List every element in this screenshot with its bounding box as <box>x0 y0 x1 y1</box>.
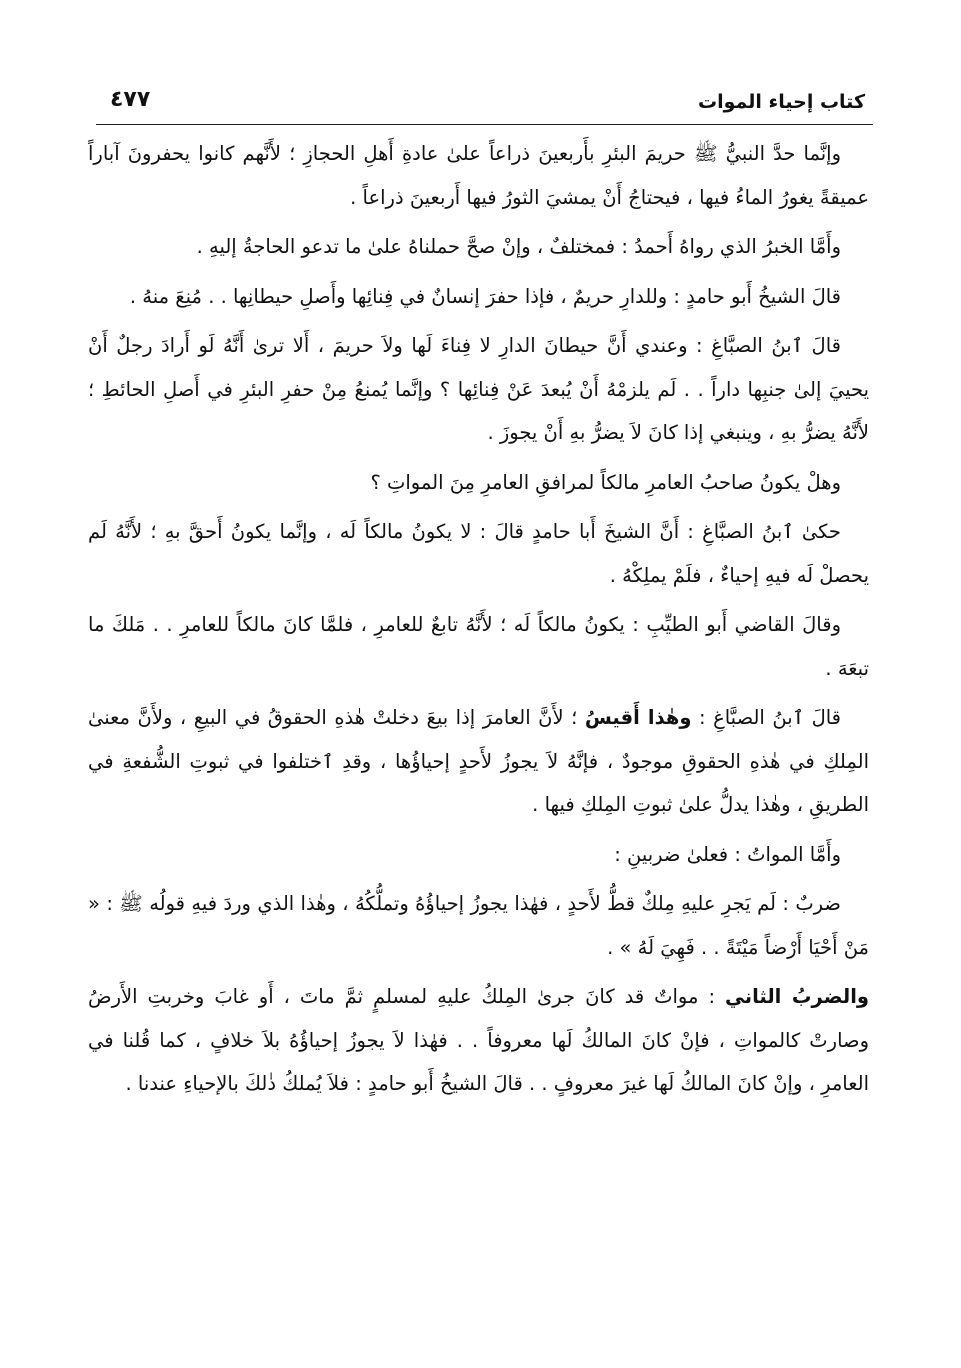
paragraph-4: قالَ ٱبنُ الصبَّاغِ : وعندي أَنَّ حيطانَ الدارِ لا فِناءَ لَها ولاَ حريمَ ، أَلا ترىٰ أَنَّهُ لَو أَرادَ رجلٌ أَنْ يحييَ إلىٰ جنبِها داراً . . لَم يلزمْهُ أَنْ يُبعدَ عَنْ فِنائِها ؟ وإنَّما يُمنعُ مِنْ حفرِ البئرِ في أَصلِ الحائطِ ؛ لأَنَّهُ يضرُّ بهِ ، وينبغي إذا كانَ لاَ يضرُّ بهِ أَنْ يجوزَ . <box>88 334 869 444</box>
running-header <box>96 86 865 122</box>
chapter-title: كتاب إحياء الموات <box>698 91 865 113</box>
paragraph-11-rest: : مواتٌ قد كانَ جرىٰ المِلكُ عليهِ لمسلمٍ ثمَّ ماتَ ، أَو غابَ وخربتِ الأَرضُ وصارتْ كالمواتِ ، فإنْ كانَ المالكُ لَها معروفاً . . فهٰذا لاَ يجوزُ إحياؤُهُ بلاَ خلافٍ ، كما قُلنا في العامرِ ، وإنْ كانَ المالكُ لَها غيرَ معروفٍ . . قالَ الشيخُ أَبو حامدٍ : فلاَ يُملكُ ذٰلكَ بالإحياءِ عندنا . <box>88 985 869 1095</box>
paragraph-7: وقالَ القاضي أَبو الطيِّبِ : يكونُ مالكاً لَه ؛ لأَنَّهُ تابعٌ للعامرِ ، فلمَّا كانَ مالكاً للعامرِ . . مَلكَ ما تبعَهَ . <box>88 613 869 680</box>
page-number: ٤٧٧ <box>110 87 151 112</box>
paragraph-8-rest: ؛ لأَنَّ العامرَ إذا بيعَ دخلتْ هٰذهِ الحقوقُ في البيعِ ، ولأَنَّ معنىٰ المِلكِ في هٰذهِ الحقوقِ موجودٌ ، فإنَّهُ لاَ يجوزُ لأَحدٍ إحياؤُها ، وقدِ ٱختلفوا في ثبوتِ الشُّفعةِ في الطريقِ ، وهٰذا يدلُّ علىٰ ثبوتِ المِلكِ فيها . <box>88 706 869 816</box>
header-rule <box>96 124 873 125</box>
paragraph-3: قالَ الشيخُ أَبو حامدٍ : وللدارِ حريمٌ ، فإذا حفرَ إنسانٌ في فِنائِها وأَصلِ حيطانِها . . مُنِعَ منهُ . <box>129 284 841 308</box>
paragraph-11 <box>88 975 869 1106</box>
paragraph-8-bold: وهٰذا أَقيسُ <box>584 706 692 729</box>
paragraph-9: وأَمَّا المواتُ : فعلىٰ ضربينِ : <box>614 842 841 866</box>
paragraph-5: وهلْ يكونُ صاحبُ العامرِ مالكاً لمرافقِ العامرِ مِنَ المواتِ ؟ <box>370 470 841 494</box>
paragraph-1: وإنَّما حدَّ النبيُّ ﷺ حريمَ البئرِ بأَربعينَ ذراعاً علىٰ عادةِ أَهلِ الحجازِ ؛ لأَنَّهم كانوا يحفرونَ آباراً عميقةً يغورُ الماءُ فيها ، فيحتاجُ أَنْ يمشيَ الثورُ فيها أَربعينَ ذراعاً . <box>88 142 869 209</box>
paragraph-8 <box>88 696 869 827</box>
paragraph-11-bold: والضربُ الثاني <box>725 985 870 1008</box>
paragraph-8-lead: قالَ ٱبنُ الصبَّاغِ : <box>691 706 841 729</box>
paragraph-10: ضربٌ : لَم يَجرِ عليهِ مِلكٌ قطُّ لأَحدٍ ، فهٰذا يجوزُ إحياؤُهُ وتملُّكُهُ ، وهٰذا الذي وردَ فيهِ قولُه ﷺ : « مَنْ أَحْيَا أَرْضاً مَيْتَةً . . فَهِيَ لَهُ » . <box>88 892 869 959</box>
paragraph-6: حكىٰ ٱبنُ الصبَّاغِ : أَنَّ الشيخَ أَبا حامدٍ قالَ : لا يكونُ مالكاً لَه ، وإنَّما يكونُ أَحقَّ بهِ ؛ لأَنَّهُ لَم يحصلْ لَه فيهِ إحياءٌ ، فلَمْ يملِكْهُ . <box>88 520 869 587</box>
text-body <box>88 132 869 1112</box>
paragraph-2: وأَمَّا الخبرُ الذي رواهُ أَحمدُ : فمختلفٌ ، وإنْ صحَّ حملناهُ علىٰ ما تدعو الحاجةُ إليهِ . <box>196 235 841 258</box>
